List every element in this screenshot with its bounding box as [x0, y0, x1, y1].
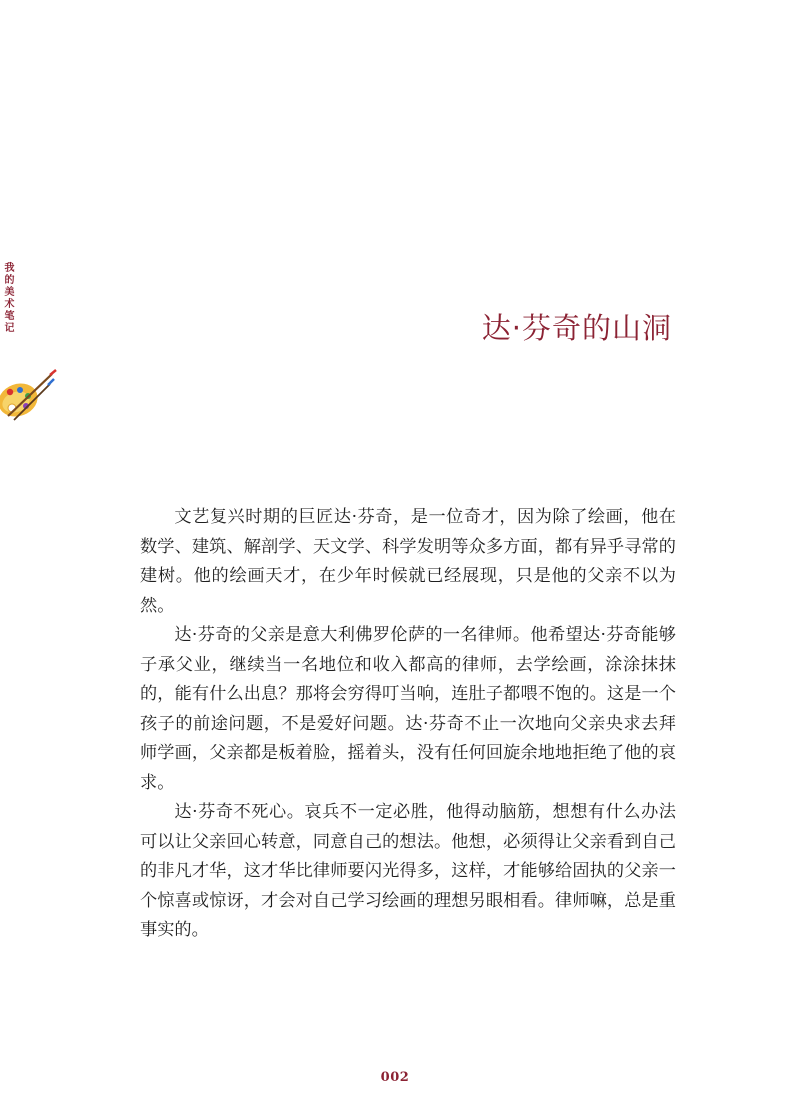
paragraph: 文艺复兴时期的巨匠达·芬奇，是一位奇才，因为除了绘画，他在数学、建筑、解剖学、天文学、科学发明等众多方面，都有异乎寻常的建树。他的绘画天才，在少年时候就已经展现，只是他的父亲不以为然。 [140, 507, 676, 616]
body-text [140, 503, 676, 946]
chapter-title: 达·芬奇的山洞 [481, 311, 672, 345]
book-title-vertical: 我的美术笔记 [2, 262, 13, 334]
page-number: 002 [380, 1070, 410, 1085]
paragraph: 达·芬奇的父亲是意大利佛罗伦萨的一名律师。他希望达·芬奇能够子承父业，继续当一名地位和收入都高的律师，去学绘画，涂涂抹抹的，能有什么出息？那将会穷得叮当响，连肚子都喂不饱的。这是一个孩子的前途问题，不是爱好问题。达·芬奇不止一次地向父亲央求去拜师学画，父亲都是板着脸，摇着头，没有任何回旋余地地拒绝了他的哀求。 [140, 625, 676, 793]
palette-icon [0, 368, 58, 430]
paragraph: 达·芬奇不死心。哀兵不一定必胜，他得动脑筋，想想有什么办法可以让父亲回心转意，同意自己的想法。他想，必须得让父亲看到自己的非凡才华，这才华比律师要闪光得多，这样，才能够给固执的父亲一个惊喜或惊讶，才会对自己学习绘画的理想另眼相看。律师嘛，总是重事实的。 [140, 802, 676, 940]
